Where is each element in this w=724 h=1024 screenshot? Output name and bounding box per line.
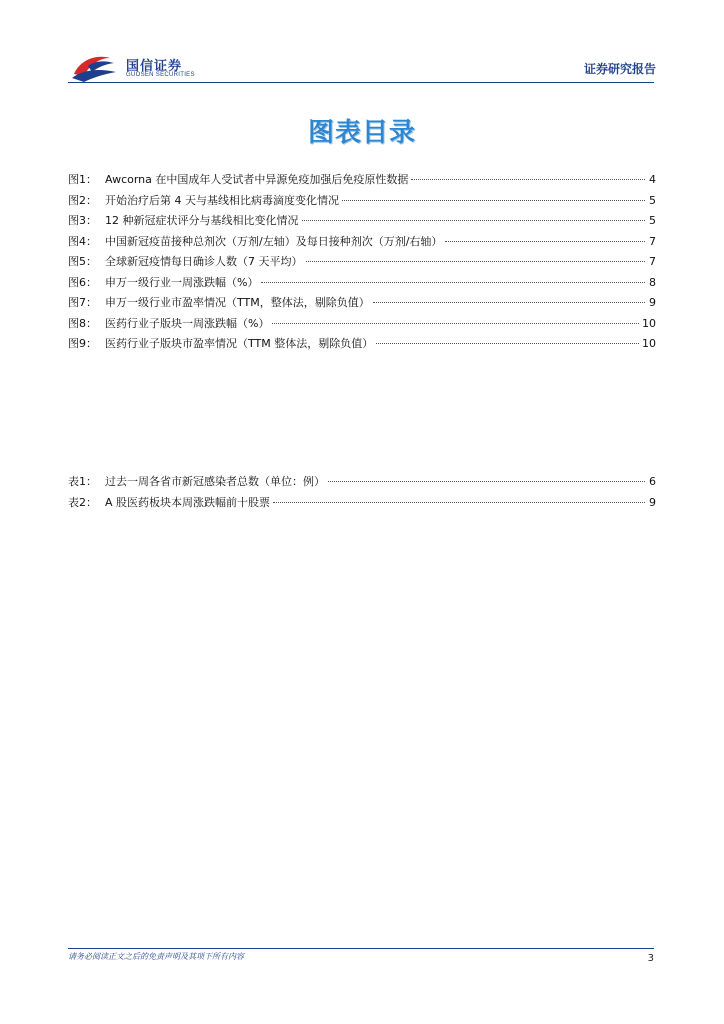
- toc-figure-title: 开始治疗后第 4 天与基线相比病毒滴度变化情况: [105, 193, 339, 207]
- footer-divider: [68, 948, 654, 949]
- toc-leader-dots: [328, 480, 645, 482]
- toc-figure-item[interactable]: [68, 293, 656, 314]
- toc-table-title: A 股医药板块本周涨跌幅前十股票: [105, 495, 271, 509]
- toc-figure-item[interactable]: [68, 211, 656, 232]
- toc-leader-dots: [261, 281, 645, 283]
- toc-page-number: 7: [649, 234, 656, 248]
- toc-figure-title: 全球新冠疫情每日确诊人数（7 天平均）: [105, 255, 303, 268]
- page-header: [0, 0, 724, 85]
- toc-figure-title: 医药行业子版块一周涨跌幅（%）: [105, 316, 270, 330]
- toc-page-number: 8: [649, 275, 656, 289]
- toc-page-number: 10: [642, 316, 656, 330]
- figure-list: [68, 170, 656, 355]
- logo-chinese-name: 国信证券: [126, 59, 183, 74]
- toc-leader-dots: [302, 219, 646, 221]
- toc-table-item[interactable]: [68, 472, 656, 493]
- toc-figure-title: 中国新冠疫苗接种总剂次（万剂/左轴）及每日接种剂次（万剂/右轴）: [105, 234, 443, 248]
- toc-page-number: 7: [649, 255, 656, 268]
- toc-page-number: 5: [649, 214, 656, 227]
- toc-page-number: 9: [649, 296, 656, 309]
- toc-figure-title: 申万一级行业市盈率情况（TTM，整体法，剔除负值）: [105, 296, 370, 309]
- toc-table-item[interactable]: [68, 493, 656, 514]
- toc-leader-dots: [273, 501, 645, 503]
- toc-table-title: 过去一周各省市新冠感染者总数（单位：例）: [105, 475, 325, 488]
- toc-table-label: 表1：: [68, 475, 97, 488]
- toc-figure-label: 图2：: [68, 193, 97, 207]
- header-divider: [68, 82, 654, 83]
- toc-figure-item[interactable]: [68, 170, 656, 191]
- toc-leader-dots: [411, 178, 645, 180]
- toc-page-number: 5: [649, 193, 656, 207]
- guosen-logo: [70, 52, 200, 84]
- toc-page-number: 6: [649, 475, 656, 488]
- toc-figure-label: 图9：: [68, 337, 97, 350]
- toc-figure-item[interactable]: [68, 232, 656, 253]
- toc-figure-item[interactable]: [68, 191, 656, 212]
- footer-disclaimer: 请务必阅读正文之后的免责声明及其项下所有内容: [68, 952, 244, 961]
- toc-figure-title: 医药行业子版块市盈率情况（TTM 整体法，剔除负值）: [105, 337, 374, 350]
- toc-leader-dots: [445, 240, 645, 242]
- toc-figure-item[interactable]: [68, 273, 656, 294]
- guosen-logo-icon: [70, 52, 122, 84]
- logo-english-name: GUOSEN SECURITIES: [126, 72, 195, 78]
- toc-figure-label: 图7：: [68, 296, 97, 309]
- toc-figure-label: 图4：: [68, 234, 97, 248]
- toc-leader-dots: [376, 342, 639, 344]
- toc-figure-label: 图1：: [68, 173, 97, 186]
- toc-figure-title: Awcorna 在中国成年人受试者中异源免疫加强后免疫原性数据: [105, 173, 409, 186]
- toc-figure-title: 12 种新冠症状评分与基线相比变化情况: [105, 214, 299, 227]
- toc-page-number: 4: [649, 173, 656, 186]
- toc-figure-label: 图3：: [68, 214, 97, 227]
- page-number: 3: [647, 953, 654, 964]
- page-title: 图表目录: [307, 118, 416, 148]
- toc-table-label: 表2：: [68, 495, 97, 509]
- report-type-label: 证券研究报告: [583, 62, 656, 76]
- toc-leader-dots: [373, 301, 645, 303]
- toc-figure-label: 图8：: [68, 316, 97, 330]
- table-list: [68, 472, 656, 513]
- toc-figure-label: 图5：: [68, 255, 97, 268]
- toc-figure-title: 申万一级行业一周涨跌幅（%）: [105, 275, 259, 289]
- toc-leader-dots: [306, 260, 646, 262]
- toc-figure-item[interactable]: [68, 334, 656, 355]
- toc-page-number: 9: [649, 495, 656, 509]
- toc-figure-label: 图6：: [68, 275, 97, 289]
- toc-leader-dots: [272, 322, 639, 324]
- toc-figure-item[interactable]: [68, 314, 656, 335]
- toc-leader-dots: [342, 199, 645, 201]
- toc-page-number: 10: [642, 337, 656, 350]
- toc-figure-item[interactable]: [68, 252, 656, 273]
